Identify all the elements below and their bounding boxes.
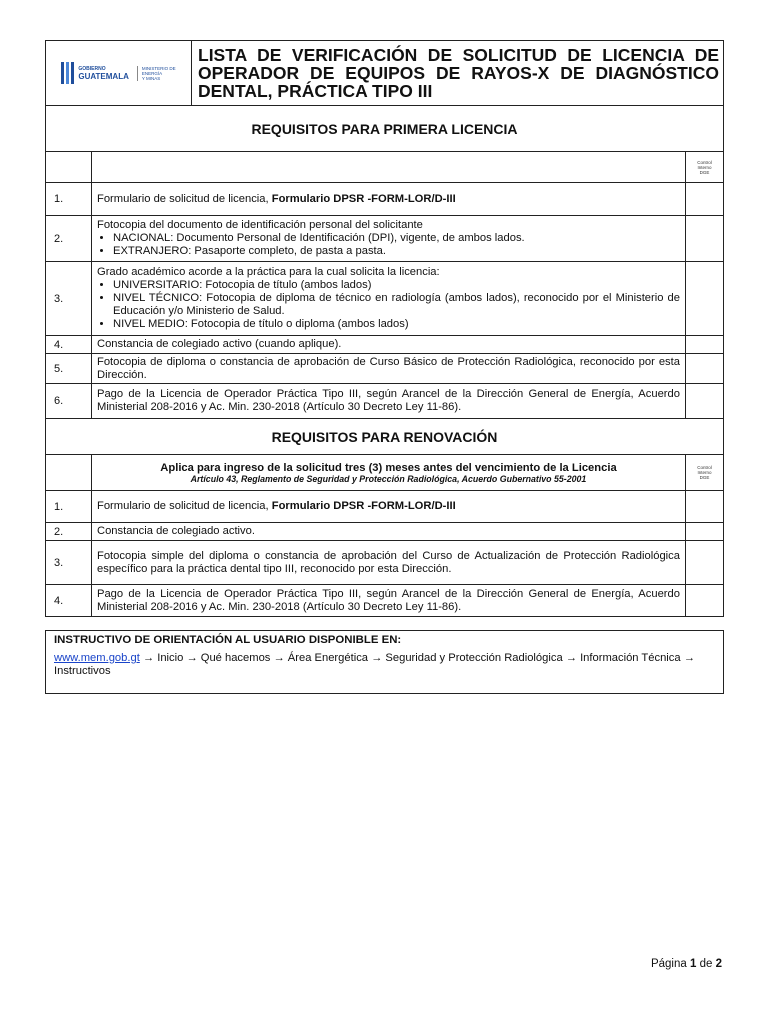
- user-guide-box: [45, 630, 724, 694]
- item-number: 2.: [46, 523, 92, 541]
- checkbox-cell[interactable]: [685, 336, 723, 354]
- checkbox-cell[interactable]: [685, 384, 723, 419]
- item-text-part: Fotocopia del documento de identificación personal del solicitante: [97, 219, 423, 231]
- control-label-line: Control: [697, 465, 712, 470]
- item-number: 3.: [46, 262, 92, 336]
- item-number: 2.: [46, 216, 92, 262]
- renewal-condition: Aplica para ingreso de la solicitud tres (3) meses antes del vencimiento de la Licencia: [160, 461, 617, 474]
- item-number: 3.: [46, 541, 92, 585]
- logo-cell: [46, 41, 192, 106]
- blank-cell: [46, 152, 92, 183]
- control-label: [685, 455, 723, 491]
- user-guide-path: [46, 648, 723, 682]
- blank-cell: [92, 152, 686, 183]
- checkbox-cell[interactable]: [685, 491, 723, 523]
- renewal-subheader: [92, 455, 686, 491]
- bullet-item: • EXTRANJERO: Pasaporte completo, de pasta a pasta.: [113, 245, 680, 258]
- logo-ministry-line: Y MINAS: [141, 75, 161, 81]
- section2-title: REQUISITOS PARA RENOVACIÓN: [46, 419, 724, 455]
- first-license-table: [45, 105, 724, 617]
- checkbox-cell[interactable]: [685, 585, 723, 617]
- item-text: [92, 491, 686, 523]
- item-number: 4.: [46, 585, 92, 617]
- user-guide-heading: INSTRUCTIVO DE ORIENTACIÓN AL USUARIO DISPONIBLE EN:: [54, 634, 402, 646]
- form-code: Formulario DPSR -FORM-LOR/D-III: [271, 500, 456, 512]
- checkbox-cell[interactable]: [685, 262, 723, 336]
- control-label-line: DGE: [699, 169, 710, 175]
- item-text: Pago de la Licencia de Operador Práctica Tipo III, según Arancel de la Dirección General de Energía, Acuerdo Ministerial 208-2016 y Ac. Min. 230-2018 (Artículo 30 Decreto Ley 11-86).: [92, 384, 686, 419]
- form-code: Formulario DPSR -FORM-LOR/D-III: [271, 192, 456, 205]
- checkbox-cell[interactable]: [685, 216, 723, 262]
- page-total: 2: [715, 958, 722, 970]
- checkbox-cell[interactable]: [685, 523, 723, 541]
- control-label-line: Interno: [697, 164, 712, 170]
- control-label-line: Control: [697, 159, 712, 165]
- item-number: 4.: [46, 336, 92, 354]
- item-text-part: Grado académico acorde a la práctica para la cual solicita la licencia:: [97, 266, 440, 278]
- checkbox-cell[interactable]: [685, 541, 723, 585]
- item-number: 5.: [46, 354, 92, 384]
- logo-gov-line1: GOBIERNO: [78, 65, 106, 72]
- page-current: 1: [689, 958, 697, 970]
- item-text: Fotocopia simple del diploma o constancia de aprobación del Curso de Actualización de Protección Radiológica específico para la práctica dental tipo III, reconocido por esta Dirección.: [92, 541, 686, 585]
- logo-gov-text: [78, 66, 129, 81]
- item-number: 1.: [46, 183, 92, 216]
- flag-bars-icon: [61, 62, 74, 84]
- item-text: Pago de la Licencia de Operador Práctica Tipo III, según Arancel de la Dirección General de Energía, Acuerdo Ministerial 208-2016 y Ac. Min. 230-2018 (Artículo 30 Decreto Ley 11-86).: [92, 585, 686, 617]
- item-text-part: Formulario de solicitud de licencia,: [97, 192, 272, 205]
- document-title: LISTA DE VERIFICACIÓN DE SOLICITUD DE LICENCIA DE OPERADOR DE EQUIPOS DE RAYOS-X DE DIAGNÓSTICO DENTAL, PRÁCTICA TIPO III: [192, 41, 724, 106]
- bullet-item: • NIVEL MEDIO: Fotocopia de título o diploma (ambos lados): [113, 318, 680, 331]
- item-text: [92, 216, 686, 262]
- item-text: Fotocopia de diploma o constancia de aprobación de Curso Básico de Protección Radiológica, reconocido por esta Dirección.: [92, 354, 686, 384]
- item-text: Constancia de colegiado activo.: [92, 523, 686, 541]
- logo-gov-line2: GUATEMALA: [78, 71, 129, 81]
- control-label-line: Interno: [697, 470, 712, 475]
- control-label: [685, 152, 723, 183]
- header-table: [45, 40, 724, 106]
- logo-ministry-line: MINISTERIO DE: [141, 65, 176, 71]
- item-text: [92, 262, 686, 336]
- page-prefix: Página: [650, 958, 687, 970]
- logo-ministry-text: [137, 66, 176, 81]
- government-logo: [46, 62, 191, 84]
- item-number: 1.: [46, 491, 92, 523]
- bullet-item: • UNIVERSITARIO: Fotocopia de título (ambos lados): [113, 279, 680, 292]
- bullet-item: • NACIONAL: Documento Personal de Identificación (DPI), vigente, de ambos lados.: [113, 232, 680, 245]
- bullet-item: • NIVEL TÉCNICO: Fotocopia de diploma de técnico en radiología (ambos lados), reconocido por el Ministerio de Educación y/o Ministerio de Salud.: [113, 292, 680, 318]
- item-text: [92, 183, 686, 216]
- item-text: Constancia de colegiado activo (cuando aplique).: [92, 336, 686, 354]
- checkbox-cell[interactable]: [685, 354, 723, 384]
- control-label-line: DGE: [699, 475, 710, 480]
- mem-website-link[interactable]: www.mem.gob.gt: [54, 652, 140, 664]
- bullet-list: [97, 232, 680, 258]
- blank-cell: [46, 455, 92, 491]
- logo-ministry-line: ENERGÍA: [141, 70, 163, 76]
- item-number: 6.: [46, 384, 92, 419]
- page-number: [651, 958, 722, 970]
- checkbox-cell[interactable]: [685, 183, 723, 216]
- section1-title: REQUISITOS PARA PRIMERA LICENCIA: [46, 106, 724, 152]
- page-separator: de: [699, 958, 713, 970]
- renewal-legal-reference: Artículo 43, Reglamento de Seguridad y Protección Radiológica, Acuerdo Gubernativo 55-2001: [190, 473, 587, 484]
- navigation-path: → Inicio → Qué hacemos → Área Energética → Seguridad y Protección Radiológica → Información Técnica → Instructivos: [54, 652, 695, 677]
- item-text-part: Formulario de solicitud de licencia,: [97, 500, 272, 512]
- bullet-list: [97, 279, 680, 331]
